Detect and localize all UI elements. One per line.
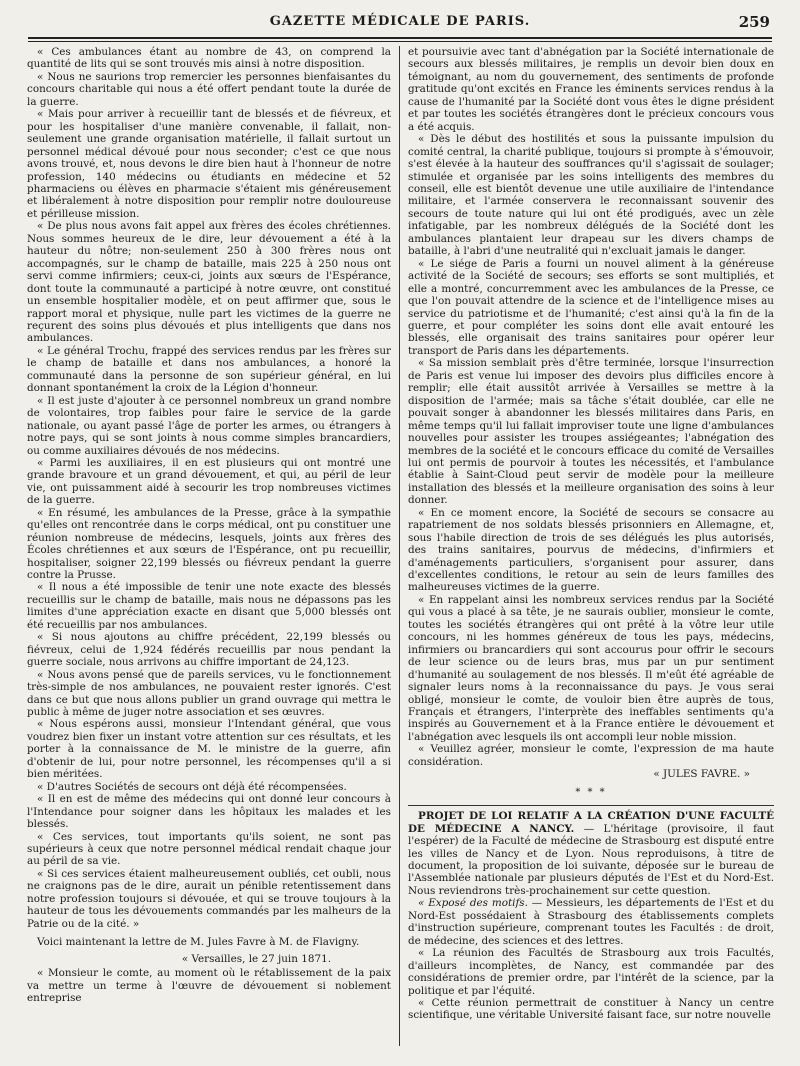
- paragraph: « Cette réunion permettrait de constituer à Nancy un centre scientifique, une véritable Université faisant face, sur notre nouvelle: [408, 996, 774, 1022]
- paragraph: « Dès le début des hostilités et sous la puissante impulsion du comité central, la charité publique, toujours si prompte à s'émouvoir, s'est élevée à la hauteur des souffrances qu'il s'agissait de soulager; stimulée et organisée par les soins intelligents des membres du conseil, elle est bientôt devenue une utile auxiliaire de l'intendance militaire, et l'armée conservera le reconnaissant souvenir des secours de toute nature qui lui ont été prodigués, avec un zèle infatigable, par les nombreux délégués de la Société dont les ambulances plantaient leur drapeau sur les divers champs de bataille, à l'abri d'une neutralité qui n'excluait jamais le danger.: [408, 133, 774, 258]
- header-rule-thick: [28, 37, 772, 39]
- paragraph: « En ce moment encore, la Société de secours se consacre au rapatriement de nos soldats blessés prisonniers en Allemagne, et, sous l'habile direction de trois de ses délégués les plus autorisés, des trains sanitaires, pourvus de médecins, d'infirmiers et d'aménagements particuliers, s'organisent pour assurer, dans d'excellentes conditions, le retour au sein de leurs familles des malheureuses victimes de la guerre.: [408, 506, 774, 594]
- section-rule: [408, 805, 774, 806]
- left-column: [27, 46, 391, 1004]
- right-column: [408, 46, 774, 1022]
- paragraph: « Si ces services étaient malheureusement oubliés, cet oubli, nous ne craignons pas de le dire, aurait un pénible retentissement dans notre profession toujours si dévouée, et qui se trouve toujours à la hauteur de tous les dévouements commandés par les malheurs de la Patrie ou de la cité. »: [27, 867, 391, 930]
- paragraph: « Il en est de même des médecins qui ont donné leur concours à l'Intendance pour soigner dans les hôpitaux les malades et les blessés.: [27, 793, 391, 831]
- paragraph: « Il est juste d'ajouter à ce personnel nombreux un grand nombre de volontaires, trop faibles pour faire le service de la garde nationale, ou ayant passé l'âge de porter les armes, ou étrangers à notre pays, qui se sont joints à nous comme simples brancardiers, ou comme auxiliaires dévoués de nos médecins.: [27, 394, 391, 457]
- page-number: 259: [738, 13, 770, 31]
- paragraph: « Ces ambulances étant au nombre de 43, on comprend la quantité de lits qui se sont trouvés mis ainsi à notre disposition.: [27, 46, 391, 71]
- paragraph: « Il nous a été impossible de tenir une note exacte des blessés recueillis sur le champ de bataille, mais nous ne dépassons pas les limites d'une appréciation exacte en disant que 5,000 blessés ont été recueillis par nos ambulances.: [27, 581, 391, 631]
- paragraph: « Ces services, tout importants qu'ils soient, ne sont pas supérieurs à ceux que notre personnel médical rendait chaque jour au péril de sa vie.: [27, 830, 391, 868]
- paragraph: « La réunion des Facultés de Strasbourg aux trois Facultés, d'ailleurs incomplètes, de Nancy, est commandée par des considérations de premier ordre, par l'intérêt de la science, par la politique et par l'équité.: [408, 947, 774, 997]
- paragraph: « Le siége de Paris a fourni un nouvel aliment à la généreuse activité de la Société de secours; ses efforts se sont multipliés, et elle a montré, concurremment avec les ambulances de la Presse, ce que l'on pouvait attendre de la science et de l'intelligence mises au service du patriotisme et de l'humanité; c'est ainsi qu'à la fin de la guerre, et pour compléter les soins dont elle avait entouré les blessés, elle organisait des trains sanitaires pour opérer leur transport de Paris dans les départements.: [408, 257, 774, 357]
- paragraph: « Mais pour arriver à recueillir tant de blessés et de fiévreux, et pour les hospitaliser d'une manière convenable, il fallait, non-seulement une grande organisation matérielle, il fallait surtout un personnel médical dévoué pour nous seconder; c'est ce que nous avons trouvé, et, nous devons le dire bien haut à l'honneur de notre profession, 140 médecins ou étudiants en médecine et 52 pharmaciens ou élèves en pharmacie s'étaient mis généreusement et libéralement à notre disposition pour remplir notre douloureuse et périlleuse mission.: [27, 108, 391, 220]
- section-stars: * * *: [575, 786, 607, 798]
- paragraph: « En résumé, les ambulances de la Presse, grâce à la sympathie qu'elles ont rencontrée dans le corps médical, ont pu constituer une réunion nombreuse de médecins, lesquels, joints aux frères des Écoles chrétiennes et aux sœurs de l'Espérance, ont pu recueillir, hospitaliser, soigner 22,199 blessés ou fiévreux pendant la guerre contre la Prusse.: [27, 506, 391, 582]
- paragraph: « Si nous ajoutons au chiffre précédent, 22,199 blessés ou fiévreux, celui de 1,924 fédérés recueillis par nous pendant la guerre sociale, nous arrivons au chiffre important de 24,123.: [27, 631, 391, 669]
- paragraph: « De plus nous avons fait appel aux frères des écoles chrétiennes. Nous sommes heureux de le dire, leur dévouement a été à la hauteur du nôtre; non-seulement 250 à 300 frères nous ont accompagnés, sur le champ de bataille, mais 225 à 250 nous ont servi comme infirmiers; ceux-ci, joints aux sœurs de l'Espérance, dont toute la communauté a participé à notre œuvre, ont constitué un ensemble hospitalier modèle, et on peut affirmer que, sous le rapport moral et physique, nulle part les victimes de la guerre ne reçurent des soins plus dévoués et plus intelligents que dans nos ambulances.: [27, 220, 391, 345]
- paragraph: « Monsieur le comte, au moment où le rétablissement de la paix va mettre un terme à l'œuvre de dévouement si noblement entreprise: [27, 967, 391, 1004]
- journal-title: GAZETTE MÉDICALE DE PARIS.: [269, 14, 531, 29]
- header-rule-thin: [28, 41, 772, 42]
- page-header: [30, 14, 770, 34]
- article-heading: PROJET DE LOI RELATIF A LA CRÉATION D'UNE FACULTÉ DE MÉDECINE A NANCY.: [408, 810, 774, 835]
- paragraph: « Le général Trochu, frappé des services rendus par les frères sur le champ de bataille et dans nos ambulances, a honoré la communauté dans la personne de son supérieur général, en lui donnant spontanément la croix de la Légion d'honneur.: [27, 344, 391, 395]
- paragraph: « D'autres Sociétés de secours ont déjà été récompensées.: [37, 780, 347, 793]
- column-divider: [399, 46, 400, 1046]
- letter-dateline: « Versailles, le 27 juin 1871.: [181, 952, 331, 965]
- paragraph: « En rappelant ainsi les nombreux services rendus par la Société qui vous a placé à sa tête, je ne saurais oublier, monsieur le comte, toutes les sociétés étrangères qui ont prêté à la vôtre leur utile concours, ni les hommes généreux de tous les pays, médecins, infirmiers ou brancardiers qui sont accourus pour offrir le secours de leur science ou de leurs bras, mus par un pur sentiment d'humanité au soulagement de nos blessés. Il m'eût été agréable de signaler leurs noms à la reconnaissance du pays. Je vous serai obligé, monsieur le comte, de vouloir bien être auprès de tous, Français et étrangers, l'interprète des ineffables sentiments qu'a inspirés au Gouvernement et à la France entière le dévouement et l'abnégation avec lesquels ils ont accompli leur noble mission.: [408, 593, 774, 743]
- motifs-label: « Exposé des motifs.: [418, 897, 528, 910]
- paragraph: « Parmi les auxiliaires, il en est plusieurs qui ont montré une grande bravoure et un grand dévouement, et qui, au péril de leur vie, ont puissamment aidé à secourir les trop nombreuses victimes de la guerre.: [27, 456, 391, 507]
- paragraph: et poursuivie avec tant d'abnégation par la Société internationale de secours aux blessés militaires, je remplis un devoir bien doux en témoignant, au nom du gouvernement, des sentiments de profonde gratitude qu'ont excités en France les éminents services rendus à la cause de l'humanité par la Société dont vous êtes le digne président et par toutes les sociétés étrangères dont le précieux concours vous a été acquis.: [408, 46, 774, 133]
- paragraph: « Sa mission semblait près d'être terminée, lorsque l'insurrection de Paris est venue lui imposer des devoirs plus difficiles encore à remplir; elle était aussitôt arrivée à Versailles se mettre à la disposition de l'armée; mais sa tâche s'était doublée, car elle ne pouvait songer à abandonner les blessés militaires dans Paris, en même temps qu'il lui fallait improviser toute une ligne d'ambulances nouvelles pour assister les troupes assiégeantes; l'abnégation des membres de la société et le concours efficace du comité de Versailles lui ont permis de pourvoir à toutes les nécessités, et l'ambulance établie à Saint-Cloud peut servir de modèle pour la meilleure installation des blessés et la meilleure organisation des soins à leur donner.: [408, 357, 774, 507]
- paragraph: [408, 897, 774, 947]
- motifs-text: — Messieurs, les départements de l'Est et du Nord-Est possédaient à Strasbourg des établissements complets d'instruction supérieure, comprenant toutes les Facultés : de droit, de médecine, des sciences et des lettres.: [408, 897, 774, 947]
- letter-signature: « JULES FAVRE. »: [653, 768, 750, 781]
- paragraph: « Nous ne saurions trop remercier les personnes bienfaisantes du concours charitable qui nous a été offert pendant toute la durée de la guerre.: [27, 70, 391, 108]
- article-paragraph: [408, 810, 774, 897]
- article-text: — L'héritage (provisoire, il faut l'espérer) de la Faculté de médecine de Strasbourg est disputé entre les villes de Nancy et de Lyon. Nous reproduisons, à titre de document, la proposition de loi suivante, déposée sur le bureau de l'Assemblée nationale par plusieurs députés de l'Est et du Nord-Est. Nous reviendrons très-prochainement sur cette question.: [408, 822, 774, 897]
- paragraph: « Veuillez agréer, monsieur le comte, l'expression de ma haute considération.: [408, 743, 774, 768]
- paragraph: « Nous espérons aussi, monsieur l'Intendant général, que vous voudrez bien fixer un instant votre attention sur ces résultats, et les porter à la connaissance de M. le ministre de la guerre, afin d'obtenir de lui, pour notre personnel, les récompenses qu'il a si bien méritées.: [27, 718, 391, 781]
- letter-intro: Voici maintenant la lettre de M. Jules Favre à M. de Flavigny.: [37, 936, 360, 949]
- paragraph: « Nous avons pensé que de pareils services, vu le fonctionnement très-simple de nos ambulances, ne pouvaient rester ignorés. C'est dans ce but que nous allons publier un grand ouvrage qui mettra le public à même de juger notre association et ses œuvres.: [27, 668, 391, 719]
